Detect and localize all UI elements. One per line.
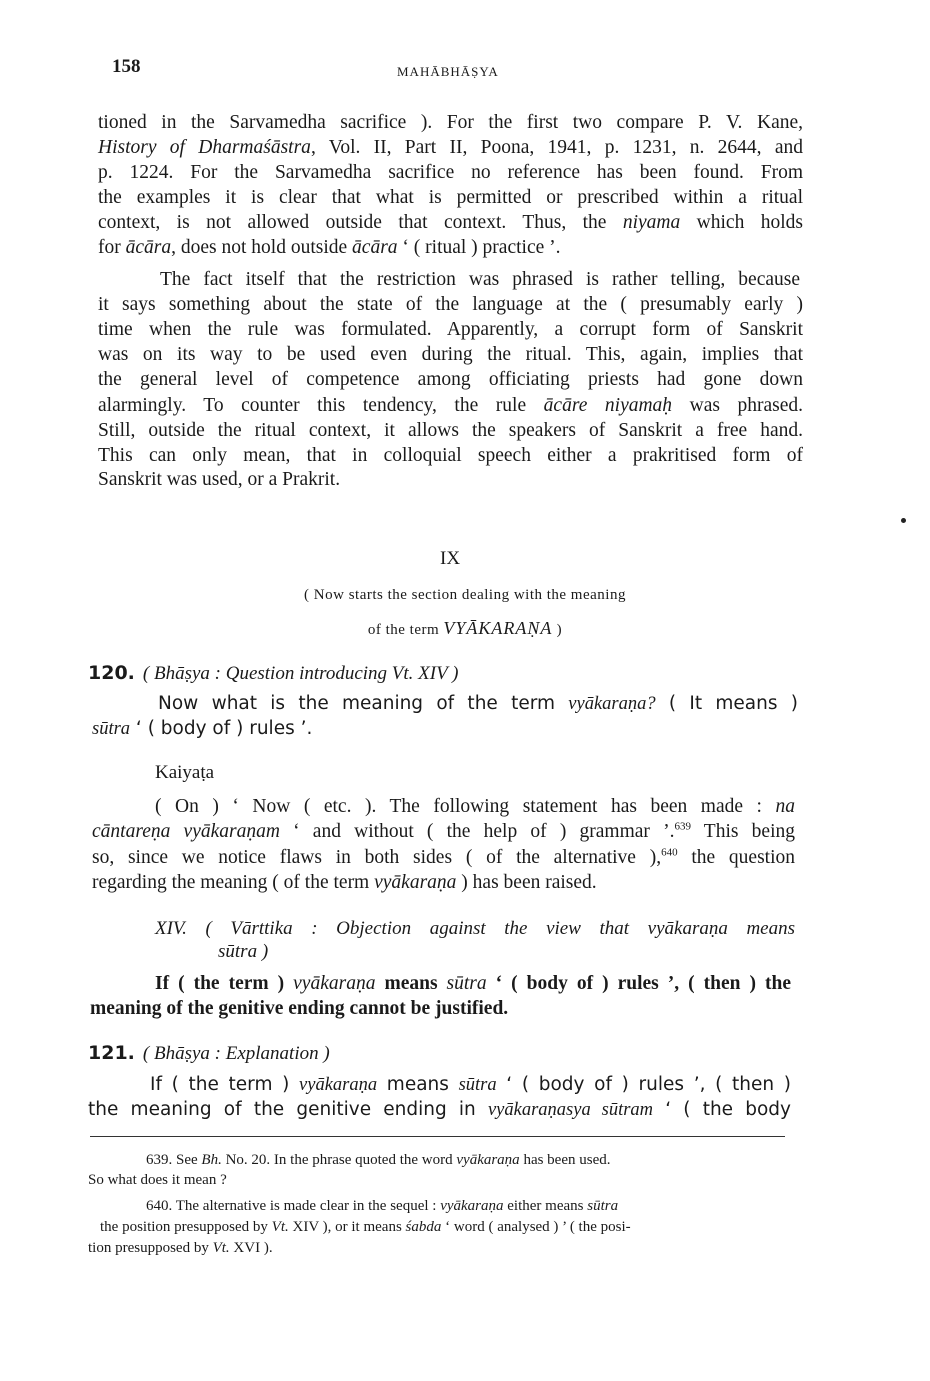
s120-line1: Now what is the meaning of the term vyākaraṇa? ( It means ) [158,693,798,714]
section-heading-line1: ( Now starts the section dealing with the meaning [304,587,626,603]
footnote-640-line1: 640. The alternative is made clear in the sequel : vyākaraṇa either means sūtra [146,1198,619,1214]
para2-line6: alarmingly. To counter this tendency, the rule ācāre niyamaḥ was phrased. [98,395,804,416]
vartika-heading-line1: XIV. ( Vārttika : Objection against the view that vyākaraṇa means [155,918,795,939]
footnote-639-line2: So what does it mean ? [88,1172,227,1188]
section-number: IX [440,548,461,569]
page-number: 158 [112,56,141,77]
section-120-heading: 120. ( Bhāṣya : Question introducing Vt. XIV ) [88,662,459,684]
s120-line2: sūtra ‘ ( body of ) rules ’. [92,718,313,739]
para1-line2: History of Dharmaśāstra, Vol. II, Part II, Poona, 1941, p. 1231, n. 2644, and [98,137,803,158]
para1-line4: the examples it is clear that what is permitted or prescribed within a ritual [98,187,803,208]
footnote-ref-639[interactable]: 639 [674,820,691,833]
footnote-640-line2: the position presupposed by Vt. XIV ), or it means śabda ‘ word ( analysed ) ’ ( the posi- [100,1219,631,1235]
para1-line3: p. 1224. For the Sarvamedha sacrifice no reference has been found. From [98,162,803,183]
para1-line1: tioned in the Sarvamedha sacrifice ). For the first two compare P. V. Kane, [98,112,803,133]
footnote-640-line3: tion presupposed by Vt. XVI ). [88,1240,273,1256]
stray-mark [901,518,906,523]
para2-line8: This can only mean, that in colloquial speech either a prakritised form of [98,445,803,466]
vartika-text-line2: meaning of the genitive ending cannot be justified. [90,998,509,1019]
para1-line5: context, is not allowed outside that context. Thus, the niyama which holds [98,212,803,233]
s121-line2: the meaning of the genitive ending in vyākaraṇasya sūtram ‘ ( the body [88,1099,791,1120]
vartika-text-line1: If ( the term ) vyākaraṇa means sūtra ‘ ( body of ) rules ’, ( then ) the [155,973,791,994]
footnote-divider [90,1136,785,1137]
kaiyata-line4: regarding the meaning ( of the term vyākaraṇa ) has been raised. [92,872,597,893]
para1-line6: for ācāra, does not hold outside ācāra ‘ ( ritual ) practice ’. [98,237,561,258]
section-heading-line2: of the term VYĀKARAṆA ) [367,618,563,638]
footnote-ref-640[interactable]: 640 [661,846,678,859]
kaiyata-title: Kaiyaṭa [155,762,215,783]
kaiyata-line2: cāntareṇa vyākaraṇam ‘ and without ( the help of ) grammar ’.$^{639}$ This being [92,820,795,842]
para2-line1: The fact itself that the restriction was phrased is rather telling, because [160,269,800,290]
para2-line2: it says something about the state of the language at the ( presumably early ) [98,294,803,315]
kaiyata-line1: ( On ) ‘ Now ( etc. ). The following statement has been made : na [155,796,795,817]
section-121-heading: 121. ( Bhāṣya : Explanation ) [88,1042,330,1064]
para2-line7: Still, outside the ritual context, it allows the speakers of Sanskrit a free hand. [98,420,803,441]
para2-line4: was on its way to be used even during the ritual. This, again, implies that [98,344,803,365]
s121-line1: If ( the term ) vyākaraṇa means sūtra ‘ ( body of ) rules ’, ( then ) [150,1074,791,1095]
kaiyata-line3: so, since we notice flaws in both sides ( of the alternative ),$^{640}$ the question [92,846,796,868]
vartika-heading-line2: sūtra ) [218,941,269,962]
para2-line3: time when the rule was formulated. Apparently, a corrupt form of Sanskrit [98,319,803,340]
para2-line5: the general level of competence among officiating priests had gone down [98,369,803,390]
footnote-639-line1: 639. See Bh. No. 20. In the phrase quoted the word vyākaraṇa has been used. [146,1152,611,1168]
para2-line9: Sanskrit was used, or a Prakrit. [98,469,341,490]
running-title: MAHĀBHĀṢYA [397,64,499,79]
